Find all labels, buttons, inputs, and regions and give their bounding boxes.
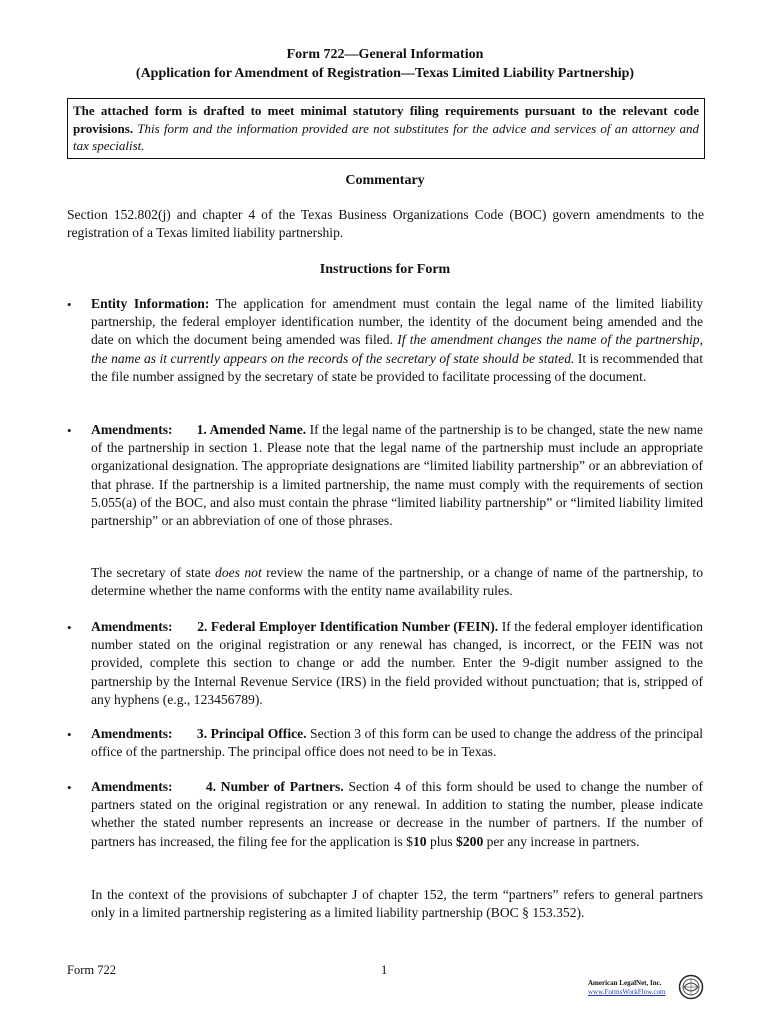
amendments-label: Amendments: bbox=[91, 726, 173, 741]
entity-information-item bbox=[91, 295, 703, 386]
entity-text-end: It is recommended that the file number assigned by the secretary of state be provided to facilitate processing of the document. bbox=[91, 350, 703, 384]
bullet-icon: • bbox=[67, 727, 72, 742]
amended-name-text: If the legal name of the partnership is to be changed, state the new name of the partnership in section 1. Please note that the legal name of the partnership must include an appropriate organizational designation. The appropriate designations are “limited liability partnership” or an abbreviation of that phrase. If the partnership is a limited partnership, the name must comply with the requirements of section 5.055(a) of the BOC, and also must contain the phrase “limited liability partnership” or “limited liability limited partnership” or an abbreviation of one of those phrases. bbox=[91, 422, 704, 529]
title-line-2: (Application for Amendment of Registration—Texas Limited Liability Partnership) bbox=[135, 66, 635, 81]
title-line-1: Form 722—General Information bbox=[286, 47, 484, 62]
amendments-label: Amendments: bbox=[91, 779, 173, 794]
disclaimer-italic: This form and the information provided are not substitutes for the advice and services of an attorney and tax specialist. bbox=[73, 120, 699, 153]
partners-text-plus: plus bbox=[426, 833, 457, 849]
page-title bbox=[0, 45, 770, 83]
partners-text-end: per any increase in partners. bbox=[483, 833, 640, 849]
principal-office-sublabel: 3. Principal Office. bbox=[196, 726, 307, 741]
partners-text: Section 4 of this form should be used to change the number of partners stated on the original registration or any renewal. In addition to stating the number, please indicate whether the stated number represents an increase or decrease in the number of partners. If the number of partners has increased, the filing fee for the application is $ bbox=[91, 779, 703, 849]
page-number: 1 bbox=[381, 963, 388, 977]
fein-sublabel: 2. Federal Employer Identification Number (FEIN). bbox=[197, 619, 499, 634]
amendments-label: Amendments: bbox=[91, 422, 173, 437]
note-text-start: The secretary of state bbox=[91, 565, 216, 580]
logo-company-name: American LegalNet, Inc. bbox=[588, 979, 662, 987]
principal-office-item bbox=[91, 725, 703, 761]
fein-item bbox=[91, 618, 703, 709]
globe-seal-icon bbox=[678, 974, 704, 1000]
partners-definition-note: In the context of the provisions of subchapter J of chapter 152, the term “partners” refers to general partners only in a limited partnership registering as a limited liability partnership (BOC § 153.352). bbox=[91, 887, 703, 921]
logo-url-link[interactable]: www.FormsWorkFlow.com bbox=[588, 988, 666, 996]
bullet-icon: • bbox=[67, 780, 72, 795]
amended-name-item bbox=[91, 421, 703, 530]
commentary-heading: Commentary bbox=[345, 173, 425, 188]
footer-form-label: Form 722 bbox=[67, 963, 116, 977]
amended-name-sublabel: 1. Amended Name. bbox=[196, 422, 307, 437]
instructions-heading: Instructions for Form bbox=[319, 262, 451, 277]
bullet-icon: • bbox=[67, 297, 72, 312]
note-italic: does not bbox=[215, 565, 262, 580]
number-of-partners-item bbox=[91, 778, 703, 851]
entity-text: The application for amendment must contain the legal name of the limited liability partnership, the federal employer identification number, the identity of the document being amended and the date on which the document being amended was filed. bbox=[91, 296, 703, 348]
name-review-note bbox=[91, 564, 703, 600]
entity-italic-text: If the amendment changes the name of the partnership, the name as it currently appears on the records of the secretary of state should be stated. bbox=[91, 332, 703, 366]
amendments-label: Amendments: bbox=[91, 619, 173, 634]
partners-sublabel: 4. Number of Partners. bbox=[205, 779, 344, 794]
fee-amount: 10 bbox=[412, 833, 427, 849]
disclaimer-box bbox=[67, 98, 705, 159]
fein-text: If the federal employer identification number stated on the original registration or any renewal has changed, is incorrect, or the FEIN was not provided, complete this section to change or add the number. Enter the 9-digit number assigned to the partnership by the Internal Revenue Service (IRS) in the field provided without punctuation; that is, stripped of any hyphens (e.g., 123456789). bbox=[91, 619, 703, 707]
bullet-icon: • bbox=[67, 620, 72, 635]
disclaimer-bold: The attached form is drafted to meet minimal statutory filing requirements pursuant to the relevant code provisions. bbox=[73, 103, 699, 136]
increase-fee-amount: $200 bbox=[456, 833, 484, 849]
entity-label: Entity Information: bbox=[91, 296, 210, 311]
commentary-text: Section 152.802(j) and chapter 4 of the Texas Business Organizations Code (BOC) govern amendments to the registration of a Texas limited liability partnership. bbox=[67, 207, 704, 241]
principal-office-text: Section 3 of this form can be used to change the address of the principal office of the partnership. The principal office does not need to be in Texas. bbox=[91, 726, 703, 760]
bullet-icon: • bbox=[67, 423, 72, 438]
american-legalnet-logo[interactable] bbox=[586, 974, 704, 1000]
note-text-end: review the name of the partnership, or a change of name of the partnership, to determine whether the name conforms with the entity name availability rules. bbox=[91, 565, 704, 599]
